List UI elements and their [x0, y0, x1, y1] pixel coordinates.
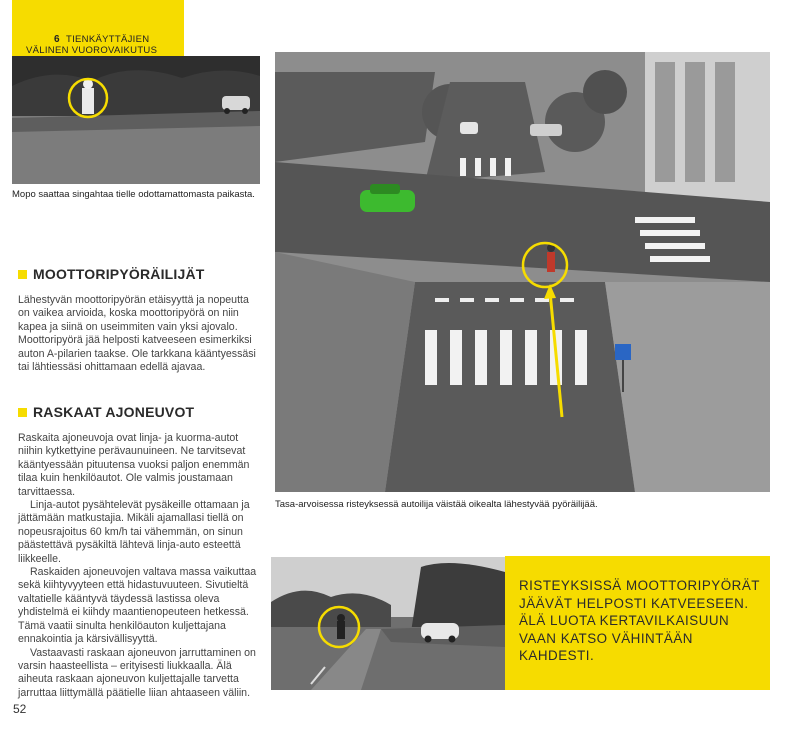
section-heading-heavy-vehicles: RASKAAT AJONEUVOT — [18, 404, 194, 420]
chapter-title-line1: TIENKÄYTTÄJIEN — [66, 34, 150, 45]
chapter-number: 6 — [54, 34, 60, 45]
paragraph: Lähestyvän moottoripyörän etäisyyttä ja nopeutta on vaikea arvioida, koska moottoripyörä on niin kapea ja siinä on useimmiten vain yksi ajovalo. Moottoripyörä jää helposti katveeseen esimerkiksi auton A-pilarien taakse. Ole tarkkana kääntyessäsi tai lähtiessäsi ohittamaan edellä ajavaa. — [18, 294, 256, 374]
heading-marker — [18, 270, 27, 279]
paragraph: Raskaita ajoneuvoja ovat linja- ja kuorma-autot niihin kytkettyine perävaunuineen. Ne tarvitsevat kääntyessään pituutensa vuoksi paljon enemmän tilaa kuin henkilöautot. Ole valmis joustamaan tarvittaessa. — [18, 432, 250, 498]
intersection-photo — [275, 52, 770, 492]
paragraph: Vastaavasti raskaan ajoneuvon jarruttaminen on varsin haasteellista – erityisesti liukkaalla. Älä aiheuta raskaan ajoneuvon kuljettajalle tarvetta jarruttaa liittymällä päätielle liian ahtaaseen väliin. — [18, 646, 256, 699]
paragraph: Raskaiden ajoneuvojen valtava massa vaikuttaa sekä kiihtyvyyteen että hidastuvuuteen. Sivutieltä valtatielle kääntyvä täydessä lastissa oleva yhdistelmä ei kiihdy maantienopeuteen hetkessä. Tämä vaatii sinulta henkilöauton kuljettajana ennakointia ja kärsivällisyyttä. — [18, 566, 257, 646]
moped-photo — [12, 56, 260, 184]
chapter-tab — [12, 0, 184, 56]
paragraph: Linja-autot pysähtelevät pysäkeille ottamaan ja jättämään matkustajia. Mikäli ajamallasi tiellä on nopeusrajoitus 60 km/h tai vähemmän, on sinun päästettävä pysäkiltä lähtevä linja-auto esteettä liikkeelle. — [18, 499, 250, 565]
intersection-photo-illustration — [275, 52, 770, 492]
section-body-heavy-vehicles — [18, 432, 258, 700]
callout-text: RISTEYKSISSÄ MOOTTORIPYÖRÄT JÄÄVÄT HELPOSTI KATVEESEEN. ÄLÄ LUOTA KERTAVILKAISUUN VAAN KATSO VÄHINTÄÄN KAHDESTI. — [519, 578, 760, 663]
intersection-photo-caption: Tasa-arvoisessa risteyksessä autoilija väistää oikealta lähestyvää pyöräilijää. — [275, 499, 598, 510]
motorcycle-photo-illustration — [271, 557, 505, 690]
moped-photo-illustration — [12, 56, 260, 184]
page-number: 52 — [13, 702, 27, 716]
moped-photo-caption: Mopo saattaa singahtaa tielle odottamattomasta paikasta. — [12, 189, 255, 200]
section-body-motorcyclists — [18, 294, 258, 374]
motorcycle-photo — [271, 557, 505, 690]
callout-box — [505, 556, 770, 690]
heading-marker — [18, 408, 27, 417]
chapter-title-line2: VÄLINEN VUOROVAIKUTUS — [26, 45, 158, 56]
section-heading-motorcyclists: MOOTTORIPYÖRÄILIJÄT — [18, 266, 205, 282]
